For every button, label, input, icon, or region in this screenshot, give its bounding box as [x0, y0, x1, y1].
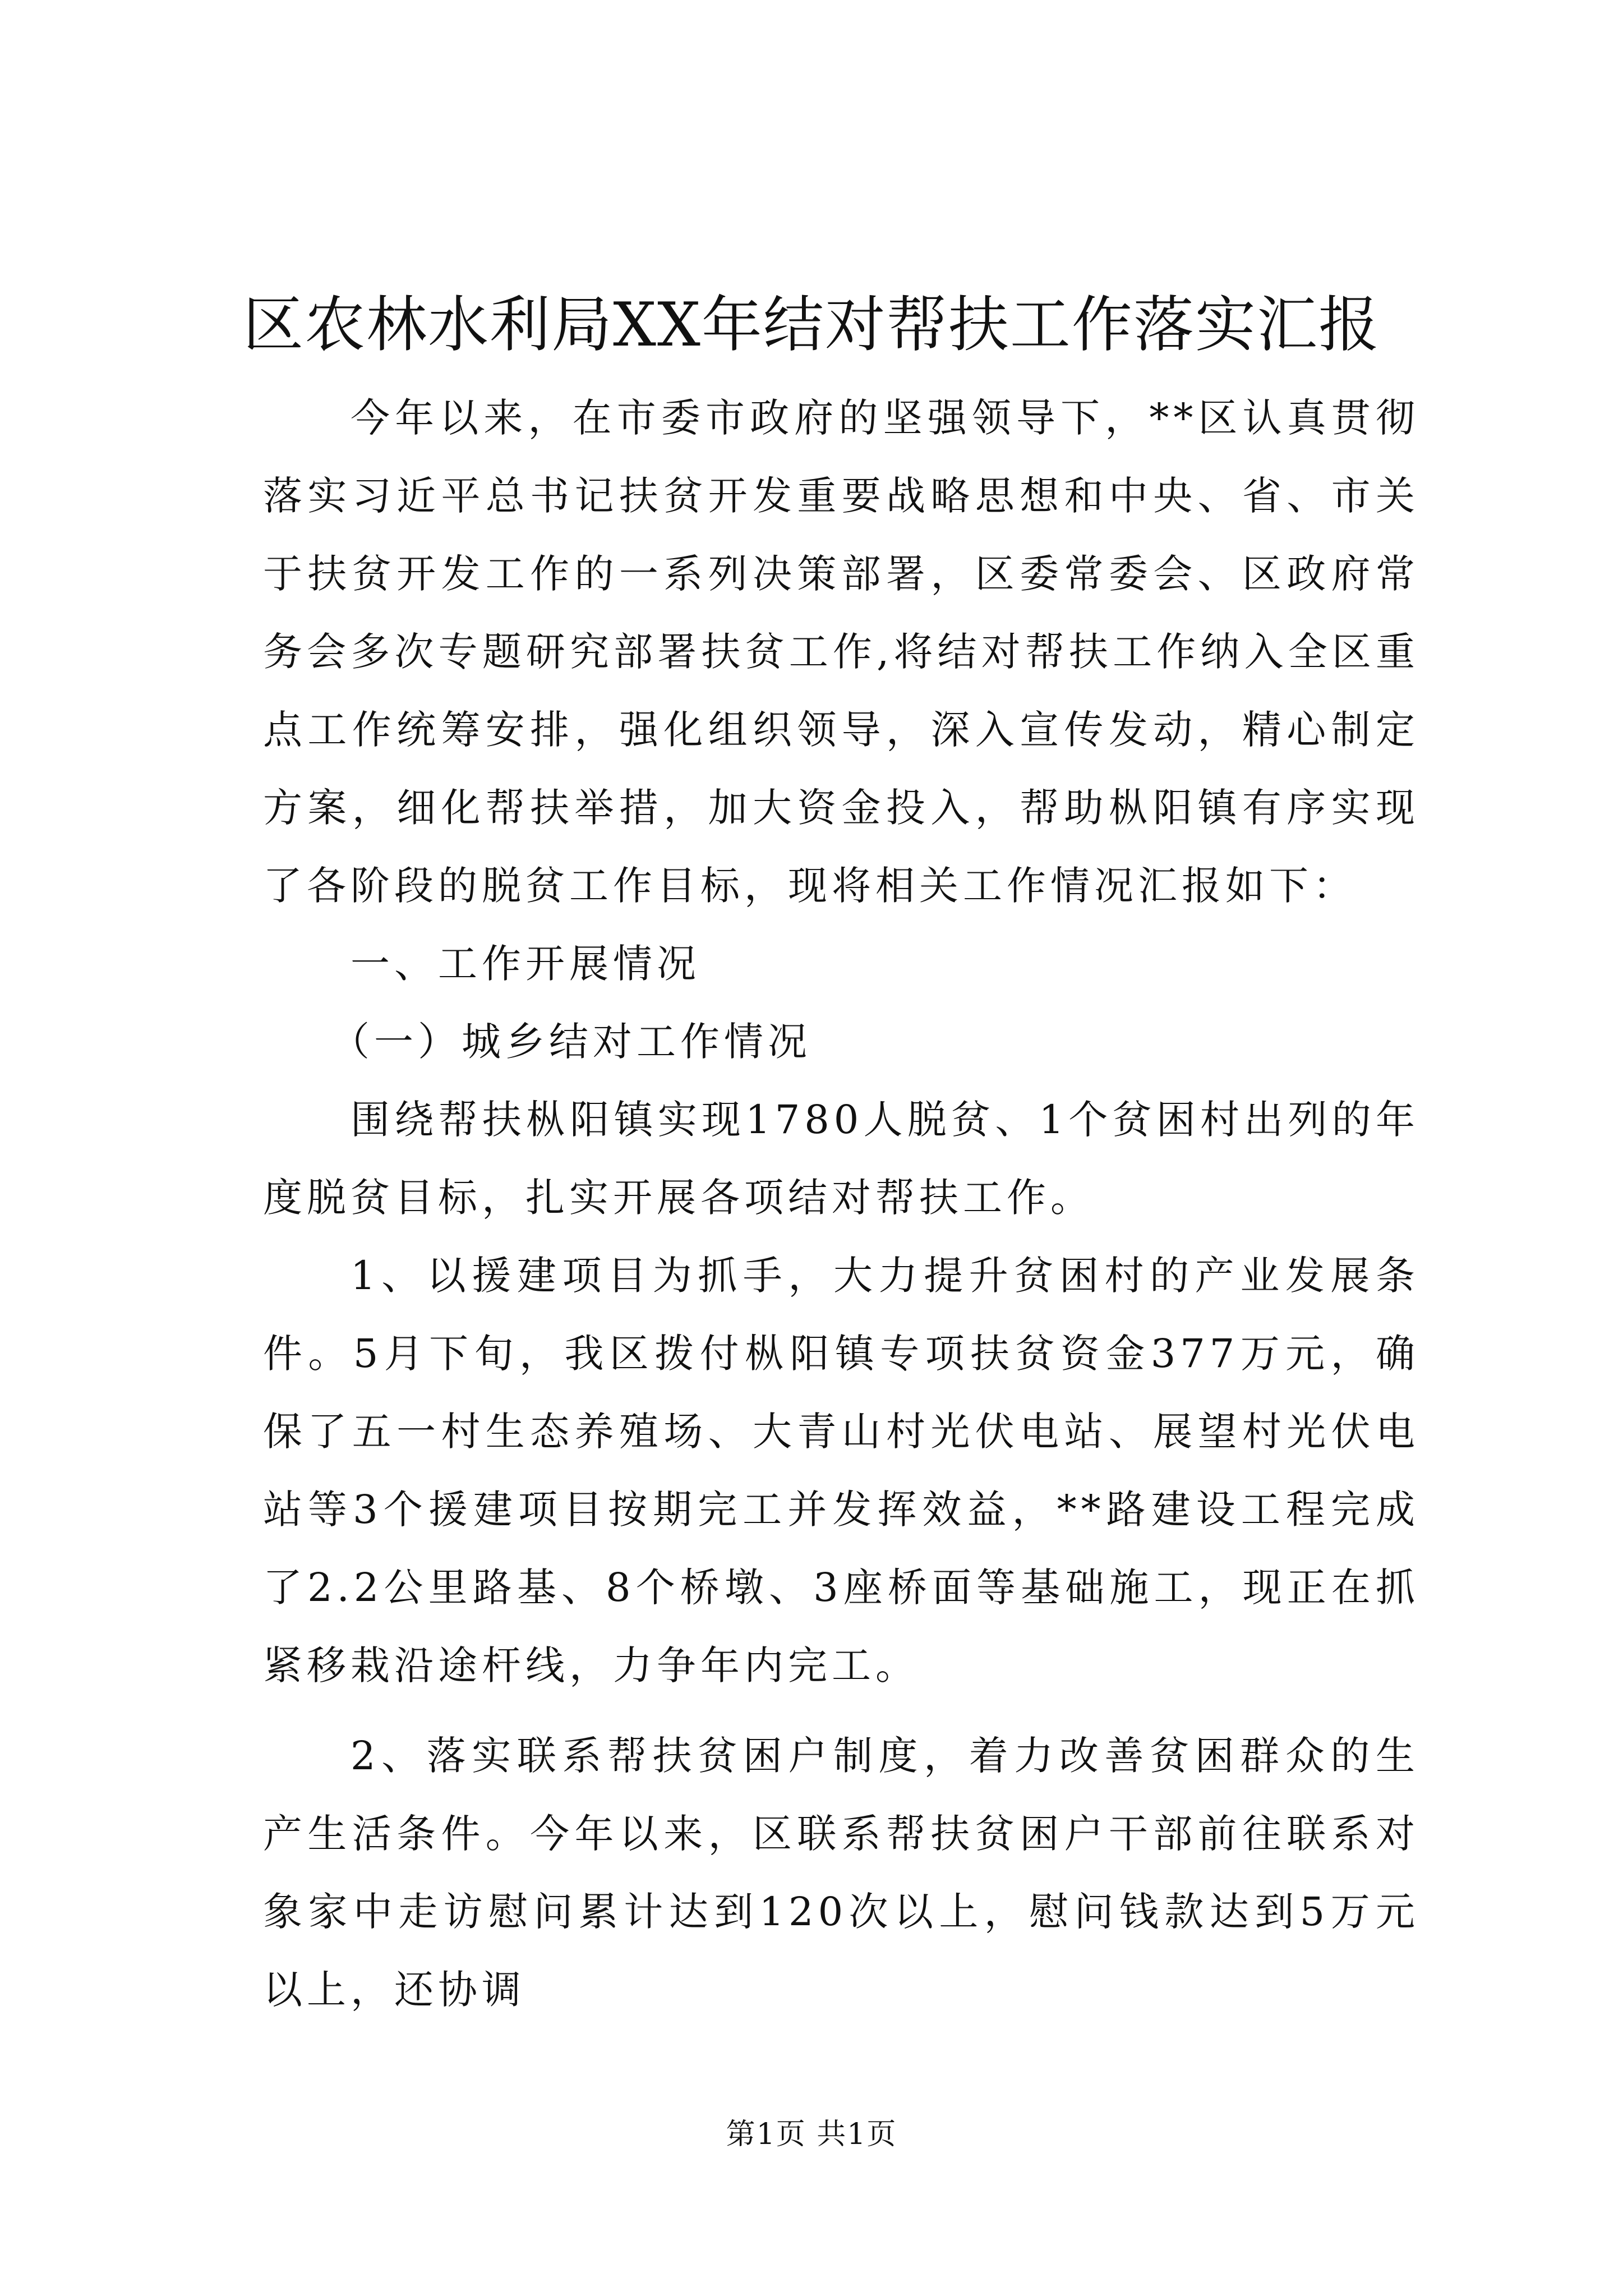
subsection-heading-1: （一）城乡结对工作情况 — [330, 1019, 811, 1065]
document-title: 区农林水利局XX年结对帮扶工作落实汇报 — [243, 290, 1380, 360]
paragraph-goal: 围绕帮扶枞阳镇实现1780人脱贫、1个贫困村出列的年度脱贫目标，扎实开展各项结对帮扶工作。 — [263, 1097, 1419, 1221]
page-footer: 第1页 共1页 — [726, 2118, 897, 2151]
paragraph-intro: 今年以来，在市委市政府的坚强领导下，**区认真贯彻落实习近平总书记扶贫开发重要战略思想和中央、省、市关于扶贫开发工作的一系列决策部署，区委常委会、区政府常务会多次专题研究部署扶贫工作,将结对帮扶工作纳入全区重点工作统筹安排，强化组织领导，深入宣传发动，精心制定方案，细化帮扶举措，加大资金投入，帮助枞阳镇有序实现了各阶段的脱贫工作目标，现将相关工作情况汇报如下： — [263, 395, 1419, 909]
paragraph-item-1: 1、以援建项目为抓手，大力提升贫困村的产业发展条件。5月下旬，我区拨付枞阳镇专项扶贫资金377万元，确保了五一村生态养殖场、大青山村光伏电站、展望村光伏电站等3个援建项目按期完工并发挥效益，**路建设工程完成了2.2公里路基、8个桥墩、3座桥面等基础施工，现正在抓紧移栽沿途杆线，力争年内完工。 — [263, 1253, 1419, 1688]
paragraph-item-2: 2、落实联系帮扶贫困户制度，着力改善贫困群众的生产生活条件。今年以来，区联系帮扶贫困户干部前往联系对象家中走访慰问累计达到120次以上，慰问钱款达到5万元以上，还协调 — [263, 1733, 1419, 2013]
section-heading-1: 一、工作开展情况 — [351, 941, 700, 987]
document-body — [263, 379, 1419, 2029]
